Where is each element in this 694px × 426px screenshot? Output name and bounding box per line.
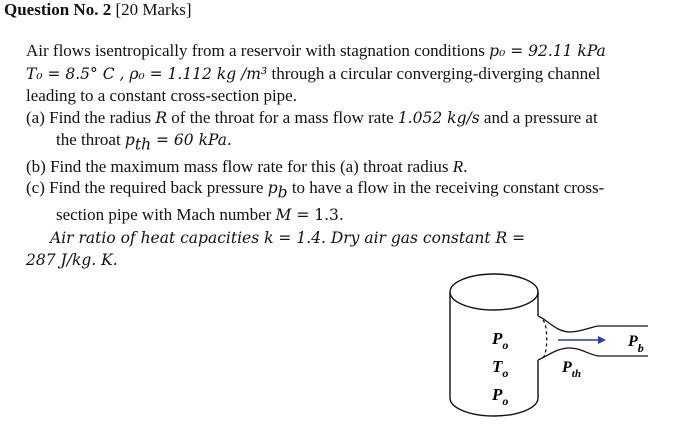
stagnation-pressure: p₀ = 92.11 kPa: [489, 42, 606, 60]
back-pressure-symbol: p: [267, 179, 278, 198]
label-p0: $P_o$: [492, 329, 509, 352]
part-b-text: .: [463, 156, 468, 176]
throat-pressure-symbol: p: [124, 131, 135, 149]
mach-value: = 1.3.: [291, 206, 344, 225]
part-a-text: (a) Find the radius: [26, 107, 156, 127]
given-constants: Air ratio of heat capacities k = 1.4. Dry air gas constant R =: [50, 228, 526, 247]
part-c-line-1: [26, 177, 686, 204]
reservoir-nozzle-figure: [448, 268, 688, 426]
part-c-line-2: [26, 204, 686, 227]
throat-pressure-value: = 60 kPa.: [151, 131, 232, 149]
given-line-1: [26, 227, 686, 250]
flow-arrow: [558, 336, 606, 344]
problem-line-1: [26, 40, 686, 63]
question-heading: [4, 0, 191, 20]
nozzle-upper-wall: [538, 316, 648, 332]
part-c-text: section pipe with Mach number: [56, 205, 276, 225]
mass-flow-rate: 1.052 kg/s: [397, 108, 480, 127]
tank-top-ellipse: [450, 274, 538, 310]
throat-pressure-subscript: th: [134, 135, 152, 154]
part-a-line-2: [26, 129, 686, 156]
part-a-text: the throat: [56, 130, 125, 149]
problem-line-3: [26, 85, 686, 107]
part-a-line-1: [26, 107, 686, 130]
part-c-text: to have a flow in the receiving constant cross-: [287, 178, 605, 198]
label-rho0: $P_o$: [492, 385, 509, 408]
radius-symbol: R: [452, 156, 464, 176]
radius-symbol: R: [155, 108, 168, 127]
stagnation-temp-density: T₀ = 8.5° C , ρ₀ = 1.112 kg /m³: [26, 64, 268, 83]
problem-text: Air flows isentropically from a reservoir with stagnation conditions: [26, 41, 490, 60]
problem-line-2: [26, 63, 686, 86]
label-pth: $P_{th}$: [562, 359, 581, 380]
mach-symbol: M: [275, 206, 292, 225]
label-pb: $P_b$: [628, 333, 644, 355]
problem-text: through a circular converging-diverging channel: [267, 63, 601, 83]
question-title: Question No. 2: [4, 0, 112, 19]
part-a-text: and a pressure at: [479, 107, 598, 127]
part-b-line: [26, 156, 686, 178]
label-t0: $T_o$: [492, 357, 509, 380]
problem-text: leading to a constant cross-section pipe.: [26, 86, 297, 105]
throat-dashes: [543, 320, 547, 358]
part-a-text: of the throat for a mass flow rate: [167, 107, 398, 127]
part-c-text: (c) Find the required back pressure: [26, 178, 268, 198]
question-marks: [20 Marks]: [111, 0, 192, 19]
part-b-text: (b) Find the maximum mass flow rate for this (a) throat radius: [26, 156, 453, 176]
gas-constant-value: 287 J/kg. K.: [26, 251, 118, 270]
problem-statement: [26, 40, 686, 272]
back-pressure-subscript: b: [277, 183, 288, 202]
